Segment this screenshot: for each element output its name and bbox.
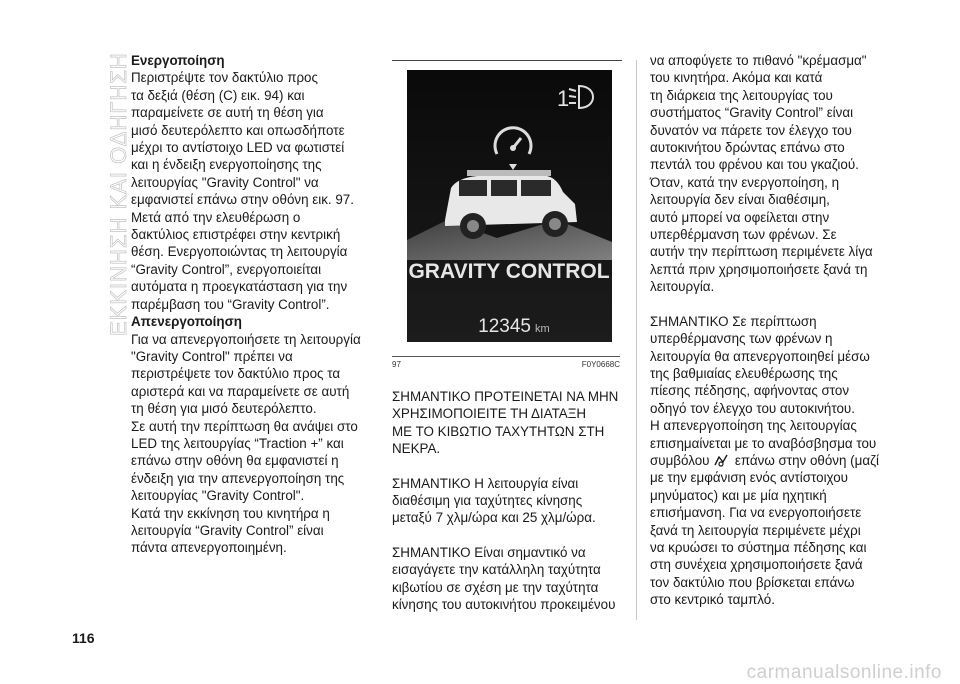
heading-deactivation: Απενεργοποίηση (131, 314, 242, 330)
gear-indicator: 1 (557, 86, 570, 111)
display-illustration (407, 70, 612, 342)
gravity-control-display-figure (407, 70, 612, 342)
note-gear-selection: ΣΗΜΑΝΤΙΚΟ Είναι σημαντικό να εισαγάγετε την κατάλληλη ταχύτητα κιβωτίου σε σχέση με την ταχύτητα κίνησης του αυτοκινήτου προκειμένου (392, 544, 616, 613)
paragraph-activation: Περιστρέψτε τον δακτύλιο προς τα δεξιά (θέση (C) εικ. 94) και παραμείνετε σε αυτή τη θέση για μισό δευτερόλεπτο και οπωσδήποτε μέχρι το αντίστοιχο LED να φωτιστεί και η ένδειξη ενεργοποίησης της λειτουργίας "Gravity Control" να εμφανιστεί επάνω στην οθόνη εικ. 97. Μετά από την ελευθέρωση ο δακτύλιος επιστρέφει στην κεντρική θέση. Ενεργοποιώντας τη λειτουργία “Gravity Control”, ενεργοποιείται αυτόματα η προεγκατάσταση για την παρέμβαση του “Gravity Control”. (131, 70, 354, 312)
paragraph-continuation: να αποφύγετε το πιθανό "κρέμασμα" του κινητήρα. Ακόμα και κατά τη διάρκεια της λειτουργίας του συστήματος “Gravity Control” είναι δυνατόν να πάρετε τον έλεγχο του αυτοκινήτου δρώντας επάνω στο πεντάλ του φρένου και του γκαζιού. Όταν, κατά την ενεργοποίηση, η λειτουργία δεν είναι διαθέσιμη, αυτό μπορεί να οφείλεται στην υπερθέρμανση των φρένων. Σε αυτήν την περίπτωση περιμένετε λίγα λεπτά πριν χρησιμοποιήσετε ξανά τη λειτουργία. (650, 53, 873, 295)
figure-caption-rule (392, 356, 620, 357)
odometer-unit: km (535, 323, 550, 335)
watermark: carmanualsonline.info (746, 662, 942, 683)
text-column-right (650, 52, 890, 609)
text-column-middle (392, 388, 632, 613)
note-speed-range: ΣΗΜΑΝΤΙΚΟ Η λειτουργία είναι διαθέσιμη για ταχύτητες κίνησης μεταξύ 7 χλμ/ώρα και 25 χλμ/ώρα. (392, 475, 596, 526)
note-brake-overheat-end: επάνω στην οθόνη (μαζί με την εμφάνιση ενός αντίστοιχου μηνύματος) και με μία ηχητική επισήμανση. Για να ενεργοποιήσετε ξανά τη λειτουργία περιμένετε μέχρι να κρυώσει το σύστημα πέδησης και στη συνέχεια χρησιμοποιήσετε ξανά τον δακτύλιο που βρίσκεται επάνω στο κεντρικό ταμπλό. (650, 452, 879, 608)
paragraph-deactivation: Για να απενεργοποιήσετε τη λειτουργία "Gravity Control" πρέπει να περιστρέψετε τον δακτύλιο προς τα αριστερά και να παραμείνετε σε αυτή τη θέση για μισό δευτερόλεπτο. Σε αυτή την περίπτωση θα ανάψει στο LED της λειτουργίας “Traction +” και επάνω στην οθόνη θα εμφανιστεί η ένδειξη για την απενεργοποίηση της λειτουργίας "Gravity Control". Κατά την εκκίνηση του κινητήρα η λειτουργία “Gravity Control” είναι πάντα απενεργοποιημένη. (131, 331, 361, 556)
note-neutral-gear: ΣΗΜΑΝΤΙΚΟ ΠΡΟΤΕΙΝΕΤΑΙ ΝΑ ΜΗΝ ΧΡΗΣΙΜΟΠΟΙΕΙΤΕ ΤΗ ΔΙΑΤΑΞΗ ΜΕ ΤΟ ΚΙΒΩΤΙΟ ΤΑΧΥΤΗΤΩΝ ΣΤΗ ΝΕΚΡΑ. (392, 389, 619, 457)
figure-number: 97 (392, 360, 401, 369)
side-section-title-text: ΕΚΚΙΝΗΣΗ ΚΑΙ ΟΔΗΓΗΣΗ (106, 52, 131, 336)
gravity-control-banner: GRAVITY CONTROL (408, 260, 610, 283)
text-column-left (131, 52, 376, 557)
page-number: 116 (72, 630, 95, 646)
figure-top-rule (392, 60, 622, 61)
heading-activation: Ενεργοποίηση (131, 53, 225, 68)
figure-code: F0Y0668C (581, 360, 620, 369)
side-section-title (84, 36, 131, 336)
column-divider (636, 60, 637, 620)
gravity-control-symbol-icon (713, 453, 731, 467)
odometer-value: 12345 (478, 316, 531, 337)
note-brake-overheat-start: ΣΗΜΑΝΤΙΚΟ Σε περίπτωση υπερθέρμανσης των φρένων η λειτουργία θα απενεργοποιηθεί μέσω της βαθμιαίας ελευθέρωσης της πίεσης πέδησης, αφήνοντας στον οδηγό τον έλεγχο του αυτοκινήτου. Η απενεργοποίηση της λειτουργίας επισημαίνεται με το αναβόσβησμα του συμβόλου (650, 313, 877, 468)
note-brake-overheat (650, 313, 890, 609)
